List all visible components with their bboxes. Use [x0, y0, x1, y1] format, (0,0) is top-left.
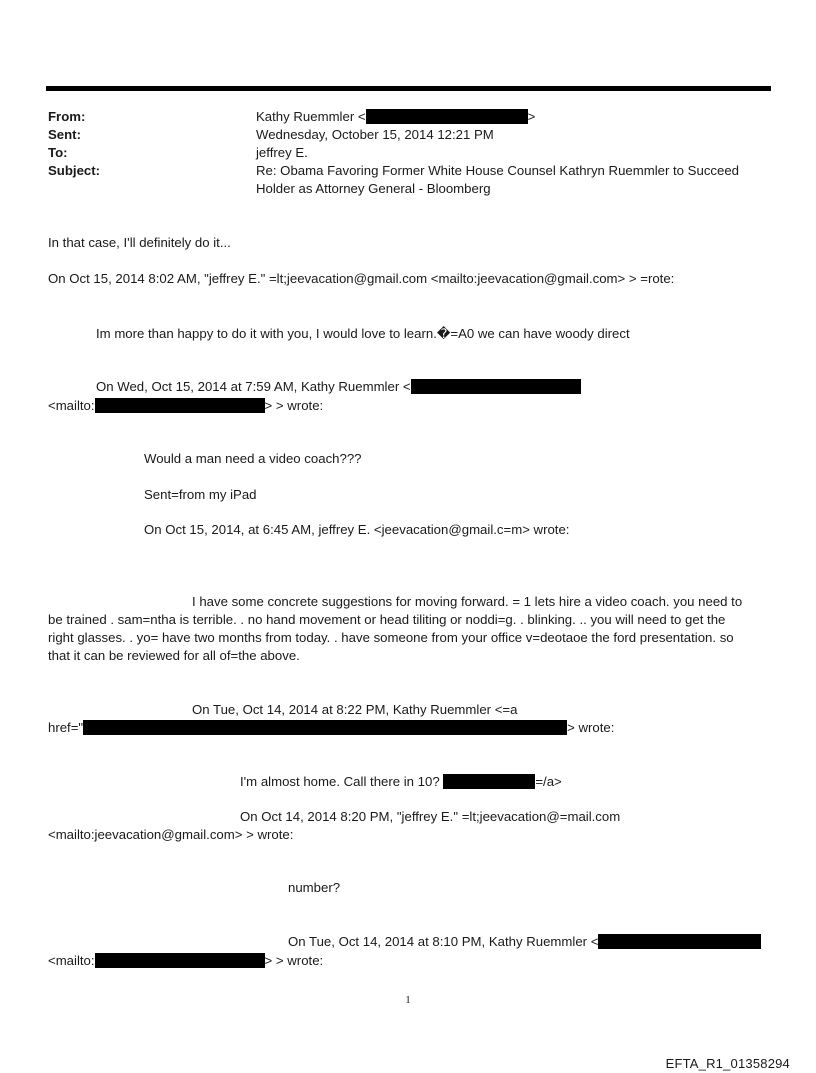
redaction-bar — [443, 774, 535, 789]
quoted-header-line: On Oct 14, 2014 8:20 PM, "jeffrey E." =lt;jeevacation@=mail.com — [240, 809, 621, 824]
quoted-header-line — [288, 933, 761, 951]
quoted-header-line — [48, 952, 323, 970]
paragraph-line: right glasses. . yo= have two months from today. . have someone from your office v=deotaoe the ford presentation. so — [48, 630, 734, 645]
body-line: Sent=from my iPad — [144, 487, 257, 502]
body-line: Would a man need a video coach??? — [144, 451, 362, 466]
redaction-bar — [95, 398, 265, 413]
from-value — [256, 108, 535, 126]
wrote-suffix: > > wrote: — [264, 953, 324, 968]
quoted-header-line — [48, 397, 323, 415]
body-line — [240, 773, 562, 791]
paragraph-line: that it can be reviewed for all of=the above. — [48, 648, 300, 663]
quoted-header-line: <mailto:jeevacation@gmail.com> > wrote: — [48, 827, 294, 842]
quoted-header-line: On Oct 15, 2014, at 6:45 AM, jeffrey E. <jeevacation@gmail.c=m> wrote: — [144, 522, 570, 537]
quoted-header-text: On Tue, Oct 14, 2014 at 8:10 PM, Kathy Ruemmler < — [288, 934, 599, 949]
to-value: jeffrey E. — [256, 145, 308, 160]
wrote-suffix: > wrote: — [567, 720, 615, 735]
sent-label: Sent: — [48, 127, 81, 142]
paragraph-line: be trained . sam=ntha is terrible. . no hand movement or head tiliting or noddi=g. . blinking. .. you will need to get the — [48, 612, 726, 627]
to-label: To: — [48, 145, 68, 160]
body-text: =/a> — [535, 774, 562, 789]
redaction-bar — [411, 379, 581, 394]
subject-line-1: Re: Obama Favoring Former White House Counsel Kathryn Ruemmler to Succeed — [256, 163, 740, 178]
bates-number: EFTA_R1_01358294 — [665, 1056, 790, 1071]
redaction-bar — [83, 720, 567, 735]
redaction-bar — [598, 934, 761, 949]
body-line: In that case, I'll definitely do it... — [48, 235, 231, 250]
page-number: 1 — [405, 994, 411, 1006]
quoted-header-line: On Oct 15, 2014 8:02 AM, "jeffrey E." =lt;jeevacation@gmail.com <mailto:jeevacation@gmail.com> > =rote: — [48, 271, 675, 286]
quoted-header-line — [96, 378, 581, 396]
mailto-prefix: <mailto: — [48, 398, 95, 413]
subject-line-2: Holder as Attorney General - Bloomberg — [256, 181, 491, 196]
redaction-bar — [366, 109, 528, 124]
sent-value: Wednesday, October 15, 2014 12:21 PM — [256, 127, 494, 142]
from-label: From: — [48, 109, 86, 124]
subject-label: Subject: — [48, 163, 101, 178]
paragraph-line: I have some concrete suggestions for moving forward. = 1 lets hire a video coach. you need to — [192, 594, 743, 609]
body-line: number? — [288, 880, 341, 895]
quoted-header-line: On Tue, Oct 14, 2014 at 8:22 PM, Kathy Ruemmler <=a — [192, 702, 518, 717]
from-value-prefix: Kathy Ruemmler < — [256, 109, 366, 124]
mailto-prefix: <mailto: — [48, 953, 95, 968]
body-text: I'm almost home. Call there in 10? — [240, 774, 440, 789]
href-prefix: href=" — [48, 720, 84, 735]
quoted-header-text: On Wed, Oct 15, 2014 at 7:59 AM, Kathy Ruemmler < — [96, 379, 411, 394]
body-line: Im more than happy to do it with you, I would love to learn.�=A0 we can have woody direct — [96, 326, 630, 341]
redaction-bar — [95, 953, 265, 968]
from-value-suffix: > — [527, 109, 536, 124]
quoted-header-line — [48, 719, 614, 737]
wrote-suffix: > > wrote: — [264, 398, 324, 413]
header-rule — [46, 86, 771, 91]
